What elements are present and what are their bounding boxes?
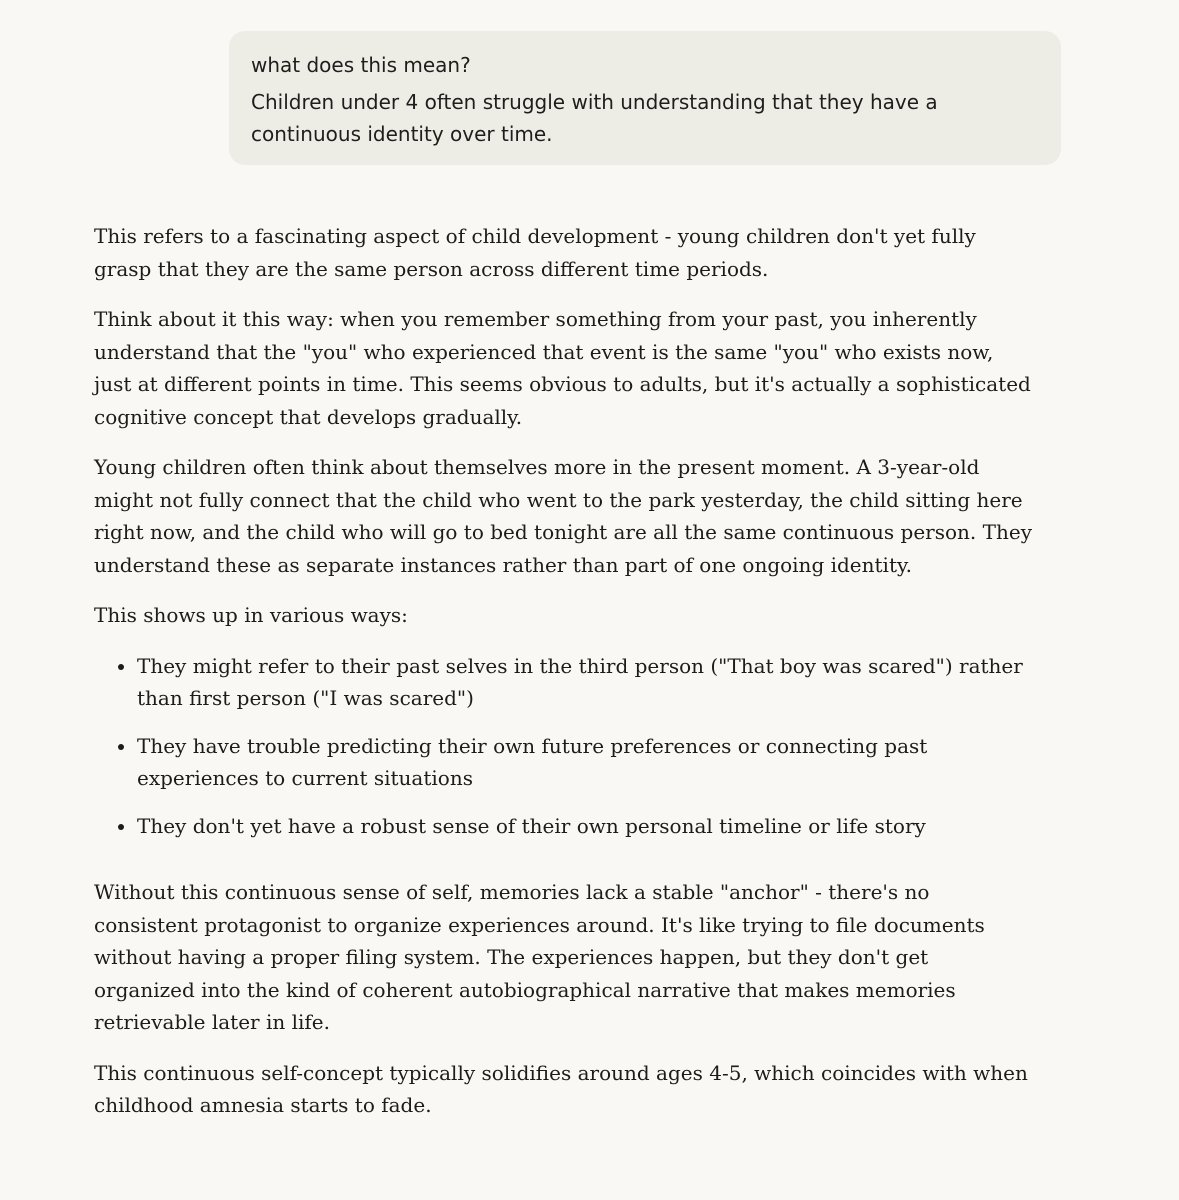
user-question-text: what does this mean?	[251, 53, 471, 77]
response-paragraph: Without this continuous sense of self, memories lack a stable "anchor" - there's no consistent protagonist to organize experiences around. It's like trying to file documents without having a proper filing system. The experiences happen, but they don't get organized into the kind of coherent autobiographical narrative that makes memories retrievable later in life.	[94, 880, 985, 1034]
response-paragraph: Young children often think about themselves more in the present moment. A 3-year-old might not fully connect that the child who went to the park yesterday, the child sitting here right now, and the child who will go to bed tonight are all the same continuous person. They understand these as separate instances rather than part of one ongoing identity.	[94, 455, 1032, 577]
response-bullet-list	[94, 650, 1034, 843]
response-paragraph: This refers to a fascinating aspect of child development - young children don't yet fully grasp that they are the same person across different time periods.	[94, 224, 976, 281]
bullet-item: • They have trouble predicting their own future preferences or connecting past experiences to current situations	[137, 730, 1034, 795]
response-paragraph: This shows up in various ways:	[94, 603, 408, 627]
assistant-response	[94, 220, 1034, 1140]
response-paragraph: Think about it this way: when you remember something from your past, you inherently understand that the "you" who experienced that event is the same "you" who exists now, just at different points in time. This seems obvious to adults, but it's actually a sophisticated cognitive concept that develops gradually.	[94, 307, 1031, 429]
bullet-item: • They don't yet have a robust sense of their own personal timeline or life story	[137, 810, 1034, 843]
user-quoted-text: Children under 4 often struggle with understanding that they have a continuous identity over time.	[251, 90, 938, 146]
response-paragraph: This continuous self-concept typically solidifies around ages 4-5, which coincides with when childhood amnesia starts to fade.	[94, 1060, 1028, 1117]
bullet-item: • They might refer to their past selves in the third person ("That boy was scared") rather than first person ("I was scared")	[137, 650, 1034, 715]
user-message-bubble	[229, 31, 1061, 165]
